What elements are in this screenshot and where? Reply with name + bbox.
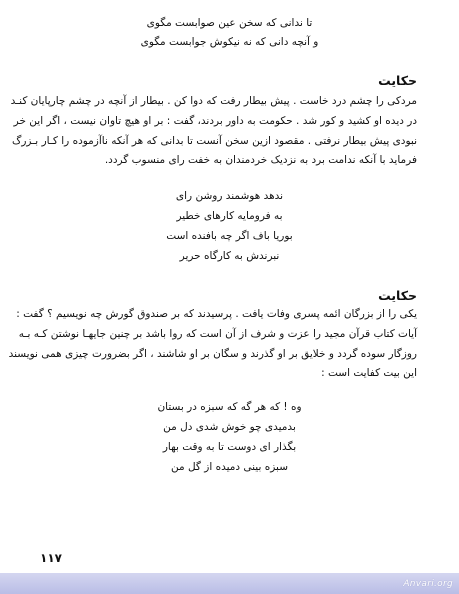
- story-1-line-2: در دیده او کشید و کور شد . حکومت به داور بردند، گفت : بر او هیچ تاوان نیست ، اگر این خر: [13, 114, 417, 127]
- story-2-verse-line-2: بدمیدی چو خوش شدی دل من: [163, 421, 296, 433]
- footer-watermark-link[interactable]: Anvari.org: [403, 579, 453, 589]
- story-2-verse-line-3: بگذار ای دوست تا به وقت بهار: [162, 441, 297, 453]
- story-1-heading: حکایت: [378, 73, 417, 88]
- story-2-verse-line-1: وه ! که هر گه که سبزه در بستان: [157, 401, 302, 413]
- intro-verse-line-2: و آنچه دانی که نه نیکوش جوابست مگوی: [140, 36, 319, 48]
- story-1-verse-line-4: نبرندش به کارگاه حریر: [179, 250, 280, 262]
- story-1-line-4: فرماید با آنکه ندامت برد به نزدیک خردمندان به خفت رای منسوب گردد.: [104, 154, 417, 167]
- story-2-line-2: آیات کتاب قرآن مجید را عزت و شرف از آن است که روا باشد بر چنین جایهـا نوشتن کـه بـه: [18, 327, 417, 340]
- story-2-line-3: روزگار سوده گردد و خلایق بر او گذرند و سگان بر او شاشند ، اگر بضرورت چیزی همی نویسند: [8, 347, 417, 360]
- story-1-verse-line-1: ندهد هوشمند روشن رای: [175, 190, 284, 202]
- story-1-verse-line-2: به فرومایه کارهای خطیر: [176, 210, 283, 222]
- story-2-verse-line-4: سبزه بینی دمیده از گل من: [171, 461, 288, 473]
- story-2-paragraph: [8, 305, 417, 384]
- story-1-verse-line-3: بوریا باف اگر چه بافنده است: [166, 230, 293, 242]
- page-number: ۱۱۷: [40, 551, 62, 565]
- story-1-line-3: نبودی پیش بیطار نرفتی . مقصود ازین سخن آنست تا بدانی که هر آنکه ناآزموده را کـار بـزرگ: [11, 134, 417, 147]
- story-1-paragraph: [10, 92, 417, 171]
- intro-verse-line-1: تا ندانی که سخن عین صوابست مگوی: [146, 17, 313, 29]
- story-2-heading: حکایت: [378, 288, 417, 303]
- story-1-line-1: مردکی را چشم درد خاست . پیش بیطار رفت که دوا کن . بیطار از آنچه در چشم چارپایان کنـد: [10, 95, 417, 107]
- footer-band: [0, 573, 459, 594]
- story-2-line-4: این بیت کفایت است :: [321, 367, 417, 380]
- story-2-line-1: یکی را از بزرگان ائمه پسری وفات یافت . پرسیدند که بر صندوق گورش چه نویسیم ؟ گفت :: [16, 308, 417, 320]
